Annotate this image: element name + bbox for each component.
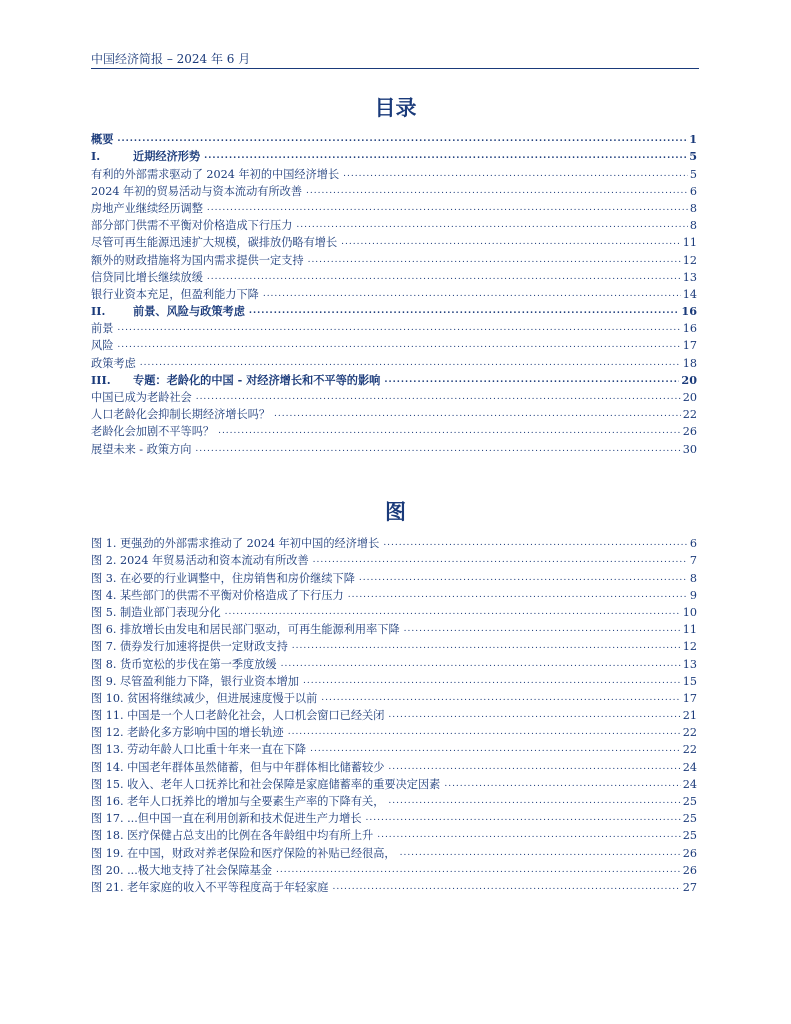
entry-label: 图 17. ...但中国一直在利用创新和技术促进生产力增长: [91, 812, 362, 826]
figure-entry[interactable]: [91, 741, 697, 758]
dot-leader: [341, 234, 681, 251]
figure-entry[interactable]: [91, 776, 697, 793]
entry-page-number: 6: [689, 537, 697, 551]
entry-label: 尽管可再生能源迅速扩大规模，碳排放仍略有增长: [91, 236, 338, 250]
entry-page-number: 7: [689, 554, 697, 568]
toc-entry[interactable]: [91, 354, 697, 371]
entry-label: 概要: [91, 132, 114, 147]
entry-page-number: 26: [682, 863, 697, 877]
dot-leader: [343, 166, 688, 183]
entry-page-number: 5: [689, 149, 697, 164]
entry-page-number: 8: [689, 571, 697, 585]
dot-leader: [195, 441, 680, 458]
dot-leader: [366, 810, 681, 827]
dot-leader: [308, 252, 681, 269]
dot-leader: [218, 423, 681, 440]
toc-entry[interactable]: [91, 406, 697, 423]
entry-label: 图 11. 中国是一个人口老龄化社会，人口机会窗口已经关闭: [91, 709, 385, 723]
figure-entry[interactable]: [91, 690, 697, 707]
entry-page-number: 5: [689, 167, 697, 181]
dot-leader: [292, 638, 681, 655]
entry-page-number: 20: [682, 391, 697, 404]
entry-label: 银行业资本充足，但盈利能力下降: [91, 287, 259, 301]
entry-page-number: 18: [682, 356, 697, 370]
entry-page-number: 16: [682, 322, 697, 336]
entry-label: 图 13. 劳动年龄人口比重十年来一直在下降: [91, 743, 307, 757]
entry-label: 信贷同比增长继续放缓: [91, 270, 203, 284]
entry-label: 2024 年初的贸易活动与资本流动有所改善: [91, 184, 303, 198]
dot-leader: [388, 793, 680, 810]
entry-page-number: 12: [682, 640, 697, 654]
dot-leader: [296, 217, 687, 234]
figure-entry[interactable]: [91, 655, 697, 672]
toc-entry[interactable]: [91, 440, 697, 457]
toc-entry[interactable]: [91, 320, 697, 337]
entry-label: 图 5. 制造业部门表现分化: [91, 605, 221, 619]
entry-label: 图 1. 更强劲的外部需求推动了 2024 年初中国的经济增长: [91, 537, 380, 551]
figure-entry[interactable]: [91, 673, 697, 690]
entry-label: 图 4. 某些部门的供需不平衡对价格造成了下行压力: [91, 588, 344, 602]
entry-label: 图 12. 老龄化多方影响中国的增长轨迹: [91, 726, 284, 740]
entry-page-number: 22: [682, 743, 697, 757]
toc-entry[interactable]: [91, 423, 697, 440]
toc-entry[interactable]: [91, 303, 697, 320]
entry-label: 图 16. 老年人口抚养比的增加与全要素生产率的下降有关，: [91, 795, 385, 808]
entry-page-number: 1: [689, 132, 697, 147]
entry-number: I.: [91, 149, 101, 164]
entry-page-number: 20: [681, 372, 697, 387]
dot-leader: [321, 690, 680, 707]
toc-entry[interactable]: [91, 217, 697, 234]
entry-page-number: 13: [682, 657, 697, 671]
toc-entry[interactable]: [91, 286, 697, 303]
dot-leader: [388, 759, 680, 776]
figure-entry[interactable]: [91, 879, 697, 896]
entry-number: II.: [91, 304, 106, 319]
figure-entry[interactable]: [91, 569, 697, 586]
dot-leader: [207, 269, 681, 286]
entry-label: 图 19. 在中国，财政对养老保险和医疗保险的补贴已经很高，: [91, 846, 396, 860]
entry-page-number: 25: [682, 812, 697, 826]
dot-leader: [263, 286, 681, 303]
figure-entry[interactable]: [91, 552, 697, 569]
figure-entry[interactable]: [91, 604, 697, 621]
dot-leader: [288, 724, 681, 741]
entry-label: 前景: [91, 322, 114, 336]
figures-list: [91, 535, 697, 896]
entry-page-number: 24: [682, 760, 697, 774]
entry-page-number: 26: [682, 425, 697, 439]
entry-page-number: 21: [682, 709, 697, 723]
toc-entry[interactable]: [91, 131, 697, 148]
entry-label: 图 2. 2024 年贸易活动和资本流动有所改善: [91, 554, 309, 568]
entry-page-number: 24: [682, 777, 697, 791]
entry-page-number: 8: [689, 219, 697, 233]
entry-page-number: 17: [682, 691, 697, 705]
figure-entry[interactable]: [91, 862, 697, 879]
dot-leader: [249, 303, 680, 320]
toc-heading: 目录: [374, 95, 417, 120]
entry-label: 政策考虑: [91, 356, 136, 370]
entry-page-number: 9: [689, 588, 697, 602]
entry-page-number: 22: [682, 408, 697, 422]
dot-leader: [404, 621, 681, 638]
dot-leader: [359, 570, 688, 587]
figure-entry[interactable]: [91, 535, 697, 552]
entry-number: III.: [91, 372, 111, 387]
entry-label: 图 6. 排放增长由发电和居民部门驱动，可再生能源利用率下降: [91, 623, 400, 637]
entry-label: 图 21. 老年家庭的收入不平等程度高于年轻家庭: [91, 880, 329, 894]
entry-label: 额外的财政措施将为国内需求提供一定支持: [91, 253, 304, 267]
dot-leader: [204, 148, 687, 165]
entry-label: 近期经济形势: [133, 149, 201, 164]
entry-label: 图 20. ...极大地支持了社会保障基金: [91, 863, 273, 877]
dot-leader: [383, 535, 688, 552]
page-header: [91, 48, 699, 69]
entry-page-number: 12: [682, 253, 697, 267]
entry-label: 部分部门供需不平衡对价格造成下行压力: [91, 219, 293, 233]
entry-page-number: 25: [682, 829, 697, 843]
entry-page-number: 8: [689, 201, 697, 215]
toc-entry[interactable]: [91, 269, 697, 286]
dot-leader: [225, 604, 681, 621]
toc-entry[interactable]: [91, 200, 697, 217]
entry-label: 人口老龄化会抑制长期经济增长吗？: [91, 408, 271, 422]
dot-leader: [400, 845, 681, 862]
toc-entry[interactable]: [91, 148, 697, 165]
dot-leader: [207, 200, 688, 217]
dot-leader: [140, 355, 681, 372]
figures-heading: 图: [385, 499, 406, 524]
entry-page-number: 26: [682, 846, 697, 860]
entry-label: 图 18. 医疗保健占总支出的比例在各年龄组中均有所上升: [91, 829, 374, 843]
entry-label: 专题：老龄化的中国 - 对经济增长和不平等的影响: [133, 372, 381, 387]
entry-label: 图 3. 在必要的行业调整中，住房销售和房价继续下降: [91, 571, 355, 585]
dot-leader: [377, 827, 681, 844]
dot-leader: [332, 879, 680, 896]
dot-leader: [276, 862, 681, 879]
entry-page-number: 30: [682, 442, 697, 456]
dot-leader: [117, 320, 680, 337]
entry-page-number: 6: [689, 184, 697, 198]
toc-entry[interactable]: [91, 337, 697, 354]
figure-entry[interactable]: [91, 587, 697, 604]
entry-label: 风险: [91, 339, 114, 353]
dot-leader: [310, 741, 681, 758]
figure-entry[interactable]: [91, 724, 697, 741]
figure-entry[interactable]: [91, 758, 697, 775]
dot-leader: [388, 707, 680, 724]
figure-entry[interactable]: [91, 638, 697, 655]
toc-entry[interactable]: [91, 389, 697, 406]
toc-entry[interactable]: [91, 183, 697, 200]
dot-leader: [196, 389, 681, 406]
entry-label: 图 8. 货币宽松的步伐在第一季度放缓: [91, 657, 277, 671]
dot-leader: [384, 372, 679, 389]
entry-page-number: 14: [682, 287, 697, 301]
dot-leader: [303, 673, 681, 690]
entry-page-number: 11: [682, 236, 697, 250]
entry-label: 房地产业继续经历调整: [91, 201, 203, 215]
dot-leader: [313, 552, 688, 569]
toc-entry[interactable]: [91, 251, 697, 268]
toc-entry[interactable]: [91, 372, 697, 389]
entry-page-number: 25: [682, 795, 697, 808]
figure-entry[interactable]: [91, 707, 697, 724]
figure-entry[interactable]: [91, 844, 697, 861]
dot-leader: [444, 776, 680, 793]
entry-label: 前景、风险与政策考虑: [133, 304, 245, 319]
header-title: 中国经济简报 – 2024 年 6 月: [91, 52, 251, 66]
dot-leader: [281, 656, 681, 673]
figure-entry[interactable]: [91, 827, 697, 844]
figure-entry[interactable]: [91, 621, 697, 638]
entry-page-number: 22: [682, 726, 697, 740]
toc-entry[interactable]: [91, 234, 697, 251]
entry-page-number: 10: [682, 605, 697, 619]
entry-page-number: 11: [682, 623, 697, 637]
entry-label: 展望未来 - 政策方向: [91, 442, 192, 456]
entry-label: 图 15. 收入、老年人口抚养比和社会保障是家庭储蓄率的重要决定因素: [91, 777, 441, 791]
dot-leader: [348, 587, 688, 604]
entry-page-number: 16: [681, 304, 697, 319]
entry-page-number: 15: [682, 674, 697, 688]
entry-label: 图 14. 中国老年群体虽然储蓄，但与中年群体相比储蓄较少: [91, 760, 385, 774]
toc-list: [91, 131, 697, 458]
figure-entry[interactable]: [91, 793, 697, 810]
entry-page-number: 27: [682, 880, 697, 894]
entry-label: 图 10. 贫困将继续减少，但进展速度慢于以前: [91, 691, 318, 705]
dot-leader: [117, 337, 680, 354]
dot-leader: [274, 406, 681, 423]
entry-label: 图 7. 债券发行加速将提供一定财政支持: [91, 640, 288, 654]
entry-label: 图 9. 尽管盈利能力下降，银行业资本增加: [91, 674, 299, 688]
entry-page-number: 17: [682, 339, 697, 353]
figure-entry[interactable]: [91, 810, 697, 827]
entry-label: 老龄化会加剧不平等吗？: [91, 425, 215, 439]
dot-leader: [117, 131, 687, 148]
entry-label: 有利的外部需求驱动了 2024 年初的中国经济增长: [91, 167, 340, 181]
toc-entry[interactable]: [91, 165, 697, 182]
entry-page-number: 13: [682, 270, 697, 284]
entry-label: 中国已成为老龄社会: [91, 391, 192, 404]
dot-leader: [306, 183, 688, 200]
